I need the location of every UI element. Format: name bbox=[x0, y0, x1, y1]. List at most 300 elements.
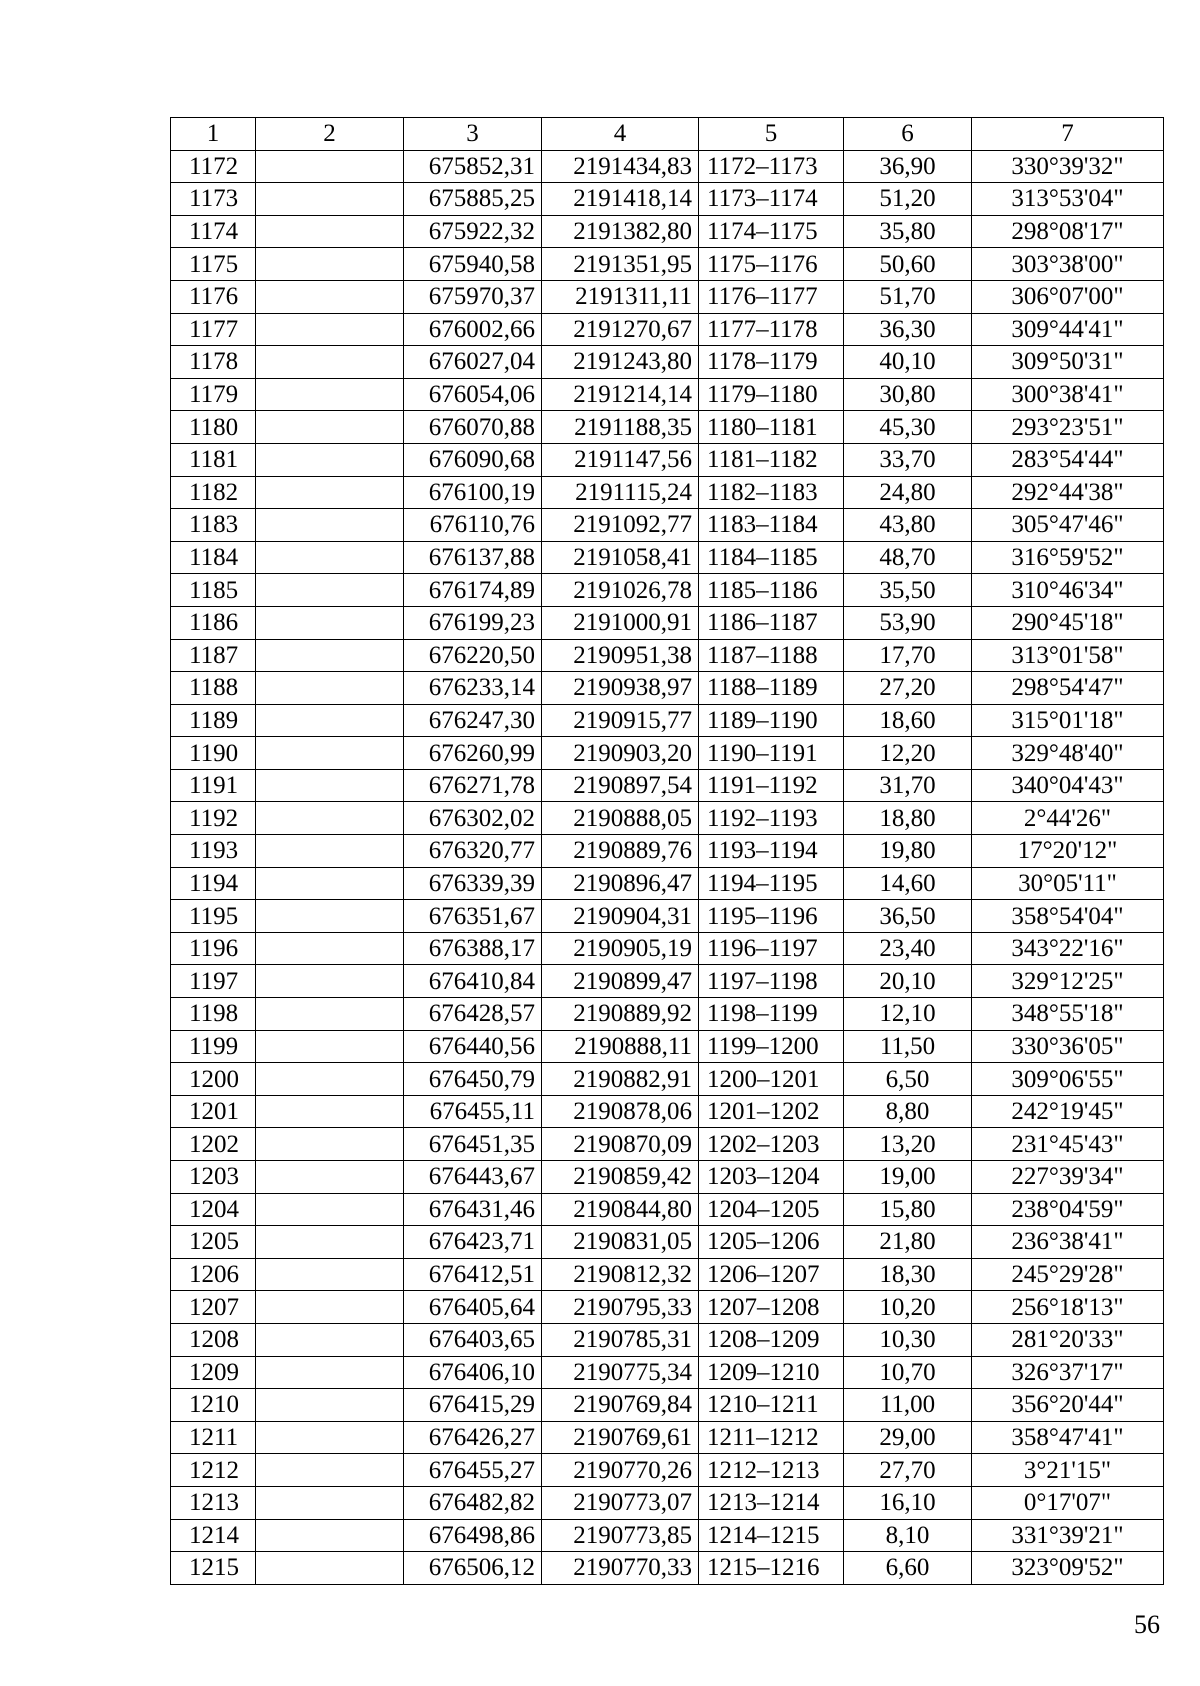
table-cell: 2190769,61 bbox=[542, 1421, 699, 1454]
table-cell: 36,90 bbox=[844, 150, 972, 183]
table-cell: 1206 bbox=[171, 1258, 256, 1291]
table-cell: 1202 bbox=[171, 1128, 256, 1161]
table-cell: 676247,30 bbox=[404, 704, 542, 737]
table-cell: 1183–1184 bbox=[699, 509, 844, 542]
table-cell bbox=[256, 1486, 404, 1519]
table-cell: 676412,51 bbox=[404, 1258, 542, 1291]
table-cell: 309°50'31" bbox=[972, 346, 1164, 379]
table-cell: 1194 bbox=[171, 867, 256, 900]
table-row bbox=[171, 867, 1164, 900]
table-cell bbox=[256, 1454, 404, 1487]
page-number: 56 bbox=[1134, 1610, 1160, 1639]
table-cell: 1181 bbox=[171, 443, 256, 476]
table-cell: 2190889,92 bbox=[542, 998, 699, 1031]
table-cell: 0°17'07" bbox=[972, 1486, 1164, 1519]
table-cell: 1189 bbox=[171, 704, 256, 737]
table-cell: 2190951,38 bbox=[542, 639, 699, 672]
table-cell: 358°54'04" bbox=[972, 900, 1164, 933]
table-cell: 676440,56 bbox=[404, 1030, 542, 1063]
table-cell: 23,40 bbox=[844, 932, 972, 965]
table-cell: 1201–1202 bbox=[699, 1095, 844, 1128]
table-row bbox=[171, 1389, 1164, 1422]
table-cell: 1199–1200 bbox=[699, 1030, 844, 1063]
table-cell: 330°36'05" bbox=[972, 1030, 1164, 1063]
table-row bbox=[171, 1454, 1164, 1487]
table-cell: 303°38'00" bbox=[972, 248, 1164, 281]
table-cell: 2191351,95 bbox=[542, 248, 699, 281]
table-cell: 1203–1204 bbox=[699, 1161, 844, 1194]
table-cell: 29,00 bbox=[844, 1421, 972, 1454]
table-cell bbox=[256, 1552, 404, 1585]
table-row bbox=[171, 280, 1164, 313]
table-cell bbox=[256, 1421, 404, 1454]
table-cell: 326°37'17" bbox=[972, 1356, 1164, 1389]
table-row bbox=[171, 639, 1164, 672]
table-cell: 330°39'32" bbox=[972, 150, 1164, 183]
table-cell: 329°12'25" bbox=[972, 965, 1164, 998]
table-row bbox=[171, 704, 1164, 737]
table-cell: 2190888,05 bbox=[542, 802, 699, 835]
table-cell: 676302,02 bbox=[404, 802, 542, 835]
table-cell: 675885,25 bbox=[404, 183, 542, 216]
table-row bbox=[171, 1552, 1164, 1585]
table-body bbox=[171, 118, 1164, 1585]
table-cell: 1174 bbox=[171, 215, 256, 248]
table-cell: 1172–1173 bbox=[699, 150, 844, 183]
table-cell: 676351,67 bbox=[404, 900, 542, 933]
table-cell: 1180 bbox=[171, 411, 256, 444]
table-cell: 676415,29 bbox=[404, 1389, 542, 1422]
table-cell: 1200 bbox=[171, 1063, 256, 1096]
table-cell: 1212–1213 bbox=[699, 1454, 844, 1487]
table-cell: 6,60 bbox=[844, 1552, 972, 1585]
table-cell: 18,80 bbox=[844, 802, 972, 835]
table-cell bbox=[256, 900, 404, 933]
table-row bbox=[171, 1095, 1164, 1128]
table-row bbox=[171, 900, 1164, 933]
table-cell: 2190896,47 bbox=[542, 867, 699, 900]
table-row bbox=[171, 1421, 1164, 1454]
table-cell: 676406,10 bbox=[404, 1356, 542, 1389]
table-cell: 2191188,35 bbox=[542, 411, 699, 444]
table-row bbox=[171, 150, 1164, 183]
table-cell bbox=[256, 1389, 404, 1422]
table-cell bbox=[256, 1323, 404, 1356]
table-cell: 2190938,97 bbox=[542, 672, 699, 705]
table-row bbox=[171, 1161, 1164, 1194]
table-cell: 1176–1177 bbox=[699, 280, 844, 313]
table-cell: 2190915,77 bbox=[542, 704, 699, 737]
table-cell: 1213–1214 bbox=[699, 1486, 844, 1519]
table-cell: 1174–1175 bbox=[699, 215, 844, 248]
table-cell: 1190 bbox=[171, 737, 256, 770]
table-cell: 1193–1194 bbox=[699, 835, 844, 868]
table-cell: 18,30 bbox=[844, 1258, 972, 1291]
table-cell: 2191092,77 bbox=[542, 509, 699, 542]
table-cell: 2190899,47 bbox=[542, 965, 699, 998]
table-cell: 676450,79 bbox=[404, 1063, 542, 1096]
table-cell: 290°45'18" bbox=[972, 606, 1164, 639]
table-row bbox=[171, 1519, 1164, 1552]
table-cell: 1210–1211 bbox=[699, 1389, 844, 1422]
table-cell: 6,50 bbox=[844, 1063, 972, 1096]
table-cell bbox=[256, 411, 404, 444]
table-row bbox=[171, 606, 1164, 639]
table-cell: 11,50 bbox=[844, 1030, 972, 1063]
table-cell: 242°19'45" bbox=[972, 1095, 1164, 1128]
table-cell: 1178–1179 bbox=[699, 346, 844, 379]
table-cell: 19,00 bbox=[844, 1161, 972, 1194]
table-cell bbox=[256, 280, 404, 313]
table-cell: 14,60 bbox=[844, 867, 972, 900]
table-cell: 1187–1188 bbox=[699, 639, 844, 672]
table-cell: 238°04'59" bbox=[972, 1193, 1164, 1226]
table-cell bbox=[256, 215, 404, 248]
table-cell: 1186 bbox=[171, 606, 256, 639]
table-cell: 329°48'40" bbox=[972, 737, 1164, 770]
table-cell: 30°05'11" bbox=[972, 867, 1164, 900]
table-cell: 2190903,20 bbox=[542, 737, 699, 770]
table-row bbox=[171, 1063, 1164, 1096]
table-cell: 2190773,85 bbox=[542, 1519, 699, 1552]
table-cell: 1175–1176 bbox=[699, 248, 844, 281]
table-cell: 2190878,06 bbox=[542, 1095, 699, 1128]
table-cell: 36,30 bbox=[844, 313, 972, 346]
header-cell: 6 bbox=[844, 118, 972, 151]
table-row bbox=[171, 509, 1164, 542]
table-cell: 1184–1185 bbox=[699, 541, 844, 574]
table-cell: 1215 bbox=[171, 1552, 256, 1585]
table-cell: 36,50 bbox=[844, 900, 972, 933]
table-cell: 1204 bbox=[171, 1193, 256, 1226]
table-cell bbox=[256, 378, 404, 411]
table-cell: 1172 bbox=[171, 150, 256, 183]
table-cell: 1205–1206 bbox=[699, 1226, 844, 1259]
table-cell: 2190889,76 bbox=[542, 835, 699, 868]
table-cell bbox=[256, 1226, 404, 1259]
table-row bbox=[171, 215, 1164, 248]
table-cell: 305°47'46" bbox=[972, 509, 1164, 542]
table-cell: 300°38'41" bbox=[972, 378, 1164, 411]
table-cell: 1184 bbox=[171, 541, 256, 574]
table-cell: 19,80 bbox=[844, 835, 972, 868]
table-row bbox=[171, 1128, 1164, 1161]
table-cell: 2190770,33 bbox=[542, 1552, 699, 1585]
table-cell: 1183 bbox=[171, 509, 256, 542]
table-cell: 10,20 bbox=[844, 1291, 972, 1324]
table-row bbox=[171, 769, 1164, 802]
table-cell: 676455,27 bbox=[404, 1454, 542, 1487]
table-cell: 676431,46 bbox=[404, 1193, 542, 1226]
table-cell: 1207–1208 bbox=[699, 1291, 844, 1324]
table-cell bbox=[256, 802, 404, 835]
table-cell bbox=[256, 183, 404, 216]
table-cell: 2191058,41 bbox=[542, 541, 699, 574]
table-cell: 1193 bbox=[171, 835, 256, 868]
table-cell: 256°18'13" bbox=[972, 1291, 1164, 1324]
table-cell: 13,20 bbox=[844, 1128, 972, 1161]
table-cell: 2190844,80 bbox=[542, 1193, 699, 1226]
table-cell: 1214 bbox=[171, 1519, 256, 1552]
table-cell: 227°39'34" bbox=[972, 1161, 1164, 1194]
table-row bbox=[171, 1193, 1164, 1226]
table-cell: 1195 bbox=[171, 900, 256, 933]
table-cell: 1199 bbox=[171, 1030, 256, 1063]
table-cell: 2191147,56 bbox=[542, 443, 699, 476]
header-cell: 4 bbox=[542, 118, 699, 151]
table-cell bbox=[256, 346, 404, 379]
table-cell: 676455,11 bbox=[404, 1095, 542, 1128]
table-cell: 2190882,91 bbox=[542, 1063, 699, 1096]
table-cell: 2191000,91 bbox=[542, 606, 699, 639]
header-cell: 3 bbox=[404, 118, 542, 151]
table-cell: 1196–1197 bbox=[699, 932, 844, 965]
table-cell: 245°29'28" bbox=[972, 1258, 1164, 1291]
table-cell: 1207 bbox=[171, 1291, 256, 1324]
table-cell: 675940,58 bbox=[404, 248, 542, 281]
table-cell: 676199,23 bbox=[404, 606, 542, 639]
table-row bbox=[171, 443, 1164, 476]
table-row bbox=[171, 1258, 1164, 1291]
table-cell: 676054,06 bbox=[404, 378, 542, 411]
table-cell: 1192 bbox=[171, 802, 256, 835]
table-cell: 313°53'04" bbox=[972, 183, 1164, 216]
table-cell: 2190831,05 bbox=[542, 1226, 699, 1259]
table-cell: 676339,39 bbox=[404, 867, 542, 900]
table-cell: 292°44'38" bbox=[972, 476, 1164, 509]
table-cell bbox=[256, 1258, 404, 1291]
table-cell bbox=[256, 835, 404, 868]
table-cell: 16,10 bbox=[844, 1486, 972, 1519]
table-cell: 2190905,19 bbox=[542, 932, 699, 965]
table-cell bbox=[256, 313, 404, 346]
table-row bbox=[171, 1291, 1164, 1324]
table-cell: 1213 bbox=[171, 1486, 256, 1519]
table-cell: 1190–1191 bbox=[699, 737, 844, 770]
table-cell: 27,70 bbox=[844, 1454, 972, 1487]
table-cell bbox=[256, 574, 404, 607]
table-cell: 17,70 bbox=[844, 639, 972, 672]
table-header-row bbox=[171, 118, 1164, 151]
table-cell: 2190795,33 bbox=[542, 1291, 699, 1324]
table-cell: 676498,86 bbox=[404, 1519, 542, 1552]
table-cell bbox=[256, 769, 404, 802]
table-cell: 676428,57 bbox=[404, 998, 542, 1031]
table-cell: 675922,32 bbox=[404, 215, 542, 248]
table-cell: 2190812,32 bbox=[542, 1258, 699, 1291]
table-cell bbox=[256, 998, 404, 1031]
table-cell: 1206–1207 bbox=[699, 1258, 844, 1291]
table-cell: 1211 bbox=[171, 1421, 256, 1454]
table-cell bbox=[256, 509, 404, 542]
table-row bbox=[171, 998, 1164, 1031]
table-cell bbox=[256, 1063, 404, 1096]
table-cell: 313°01'58" bbox=[972, 639, 1164, 672]
table-cell: 356°20'44" bbox=[972, 1389, 1164, 1422]
table-cell: 1212 bbox=[171, 1454, 256, 1487]
table-cell: 1173 bbox=[171, 183, 256, 216]
table-cell: 1211–1212 bbox=[699, 1421, 844, 1454]
table-cell: 30,80 bbox=[844, 378, 972, 411]
table-cell: 1188 bbox=[171, 672, 256, 705]
table-cell: 1191 bbox=[171, 769, 256, 802]
table-cell: 1191–1192 bbox=[699, 769, 844, 802]
table-cell: 35,50 bbox=[844, 574, 972, 607]
table-row bbox=[171, 1030, 1164, 1063]
table-cell: 2191270,67 bbox=[542, 313, 699, 346]
table-cell: 283°54'44" bbox=[972, 443, 1164, 476]
table-cell: 676403,65 bbox=[404, 1323, 542, 1356]
table-cell: 51,70 bbox=[844, 280, 972, 313]
table-cell: 51,20 bbox=[844, 183, 972, 216]
table-row bbox=[171, 737, 1164, 770]
table-cell: 298°54'47" bbox=[972, 672, 1164, 705]
table-cell: 676070,88 bbox=[404, 411, 542, 444]
table-cell: 2191311,11 bbox=[542, 280, 699, 313]
table-cell: 11,00 bbox=[844, 1389, 972, 1422]
table-cell: 17°20'12" bbox=[972, 835, 1164, 868]
table-row bbox=[171, 1356, 1164, 1389]
header-cell: 2 bbox=[256, 118, 404, 151]
table-cell: 676410,84 bbox=[404, 965, 542, 998]
table-cell: 2191026,78 bbox=[542, 574, 699, 607]
table-cell: 1208–1209 bbox=[699, 1323, 844, 1356]
table-cell bbox=[256, 704, 404, 737]
table-cell: 1214–1215 bbox=[699, 1519, 844, 1552]
table-cell: 676426,27 bbox=[404, 1421, 542, 1454]
table-cell: 676260,99 bbox=[404, 737, 542, 770]
table-row bbox=[171, 965, 1164, 998]
table-cell: 1209–1210 bbox=[699, 1356, 844, 1389]
table-cell: 675970,37 bbox=[404, 280, 542, 313]
table-row bbox=[171, 476, 1164, 509]
table-cell: 293°23'51" bbox=[972, 411, 1164, 444]
table-cell: 1203 bbox=[171, 1161, 256, 1194]
table-cell: 8,80 bbox=[844, 1095, 972, 1128]
table-cell: 2190769,84 bbox=[542, 1389, 699, 1422]
table-cell: 50,60 bbox=[844, 248, 972, 281]
table-cell: 676451,35 bbox=[404, 1128, 542, 1161]
table-cell bbox=[256, 932, 404, 965]
table-cell: 348°55'18" bbox=[972, 998, 1164, 1031]
table-cell: 2191214,14 bbox=[542, 378, 699, 411]
table-row bbox=[171, 1226, 1164, 1259]
table-cell: 10,30 bbox=[844, 1323, 972, 1356]
table-cell: 1215–1216 bbox=[699, 1552, 844, 1585]
table-row bbox=[171, 1486, 1164, 1519]
table-cell: 27,20 bbox=[844, 672, 972, 705]
table-cell bbox=[256, 1193, 404, 1226]
table-cell: 45,30 bbox=[844, 411, 972, 444]
table-cell: 1195–1196 bbox=[699, 900, 844, 933]
table-row bbox=[171, 672, 1164, 705]
table-cell bbox=[256, 248, 404, 281]
table-cell: 1210 bbox=[171, 1389, 256, 1422]
table-row bbox=[171, 835, 1164, 868]
table-cell bbox=[256, 1356, 404, 1389]
table-cell: 1179 bbox=[171, 378, 256, 411]
table-cell: 33,70 bbox=[844, 443, 972, 476]
table-cell: 1204–1205 bbox=[699, 1193, 844, 1226]
table-cell: 676482,82 bbox=[404, 1486, 542, 1519]
coordinates-table bbox=[170, 117, 1164, 1585]
table-cell: 2191434,83 bbox=[542, 150, 699, 183]
table-cell: 358°47'41" bbox=[972, 1421, 1164, 1454]
table-cell: 2190785,31 bbox=[542, 1323, 699, 1356]
table-cell: 1192–1193 bbox=[699, 802, 844, 835]
table-cell: 2190888,11 bbox=[542, 1030, 699, 1063]
table-cell: 2190870,09 bbox=[542, 1128, 699, 1161]
table-cell: 15,80 bbox=[844, 1193, 972, 1226]
table-cell: 31,70 bbox=[844, 769, 972, 802]
table-cell: 2190897,54 bbox=[542, 769, 699, 802]
table-cell bbox=[256, 965, 404, 998]
table-cell: 676423,71 bbox=[404, 1226, 542, 1259]
table-row bbox=[171, 1323, 1164, 1356]
table-cell: 1198 bbox=[171, 998, 256, 1031]
table-cell: 43,80 bbox=[844, 509, 972, 542]
table-cell: 2190859,42 bbox=[542, 1161, 699, 1194]
table-cell: 1178 bbox=[171, 346, 256, 379]
table-cell: 1180–1181 bbox=[699, 411, 844, 444]
header-cell: 7 bbox=[972, 118, 1164, 151]
table-row bbox=[171, 248, 1164, 281]
table-cell: 343°22'16" bbox=[972, 932, 1164, 965]
table-cell: 2190773,07 bbox=[542, 1486, 699, 1519]
table-cell: 1185 bbox=[171, 574, 256, 607]
header-cell: 1 bbox=[171, 118, 256, 151]
table-cell: 1202–1203 bbox=[699, 1128, 844, 1161]
table-row bbox=[171, 183, 1164, 216]
table-cell: 2191115,24 bbox=[542, 476, 699, 509]
table-cell bbox=[256, 476, 404, 509]
table-cell: 676110,76 bbox=[404, 509, 542, 542]
table-row bbox=[171, 346, 1164, 379]
table-cell: 35,80 bbox=[844, 215, 972, 248]
table-cell: 676137,88 bbox=[404, 541, 542, 574]
table-cell: 1177 bbox=[171, 313, 256, 346]
table-cell: 310°46'34" bbox=[972, 574, 1164, 607]
table-cell: 2°44'26" bbox=[972, 802, 1164, 835]
table-row bbox=[171, 541, 1164, 574]
table-cell: 231°45'43" bbox=[972, 1128, 1164, 1161]
table-cell: 21,80 bbox=[844, 1226, 972, 1259]
table-cell: 1186–1187 bbox=[699, 606, 844, 639]
table-cell: 2191243,80 bbox=[542, 346, 699, 379]
table-cell: 1194–1195 bbox=[699, 867, 844, 900]
table-row bbox=[171, 313, 1164, 346]
table-cell: 675852,31 bbox=[404, 150, 542, 183]
table-row bbox=[171, 574, 1164, 607]
table-cell: 676233,14 bbox=[404, 672, 542, 705]
table-cell: 3°21'15" bbox=[972, 1454, 1164, 1487]
table-cell: 1205 bbox=[171, 1226, 256, 1259]
table-cell: 1188–1189 bbox=[699, 672, 844, 705]
table-cell: 316°59'52" bbox=[972, 541, 1164, 574]
table-cell: 12,20 bbox=[844, 737, 972, 770]
table-cell: 8,10 bbox=[844, 1519, 972, 1552]
table-cell: 1182 bbox=[171, 476, 256, 509]
table-cell bbox=[256, 1161, 404, 1194]
table-cell: 1209 bbox=[171, 1356, 256, 1389]
table-cell: 1187 bbox=[171, 639, 256, 672]
table-cell: 323°09'52" bbox=[972, 1552, 1164, 1585]
table-cell: 1196 bbox=[171, 932, 256, 965]
table-cell: 53,90 bbox=[844, 606, 972, 639]
table-cell: 331°39'21" bbox=[972, 1519, 1164, 1552]
table-cell: 1189–1190 bbox=[699, 704, 844, 737]
table-cell bbox=[256, 1291, 404, 1324]
